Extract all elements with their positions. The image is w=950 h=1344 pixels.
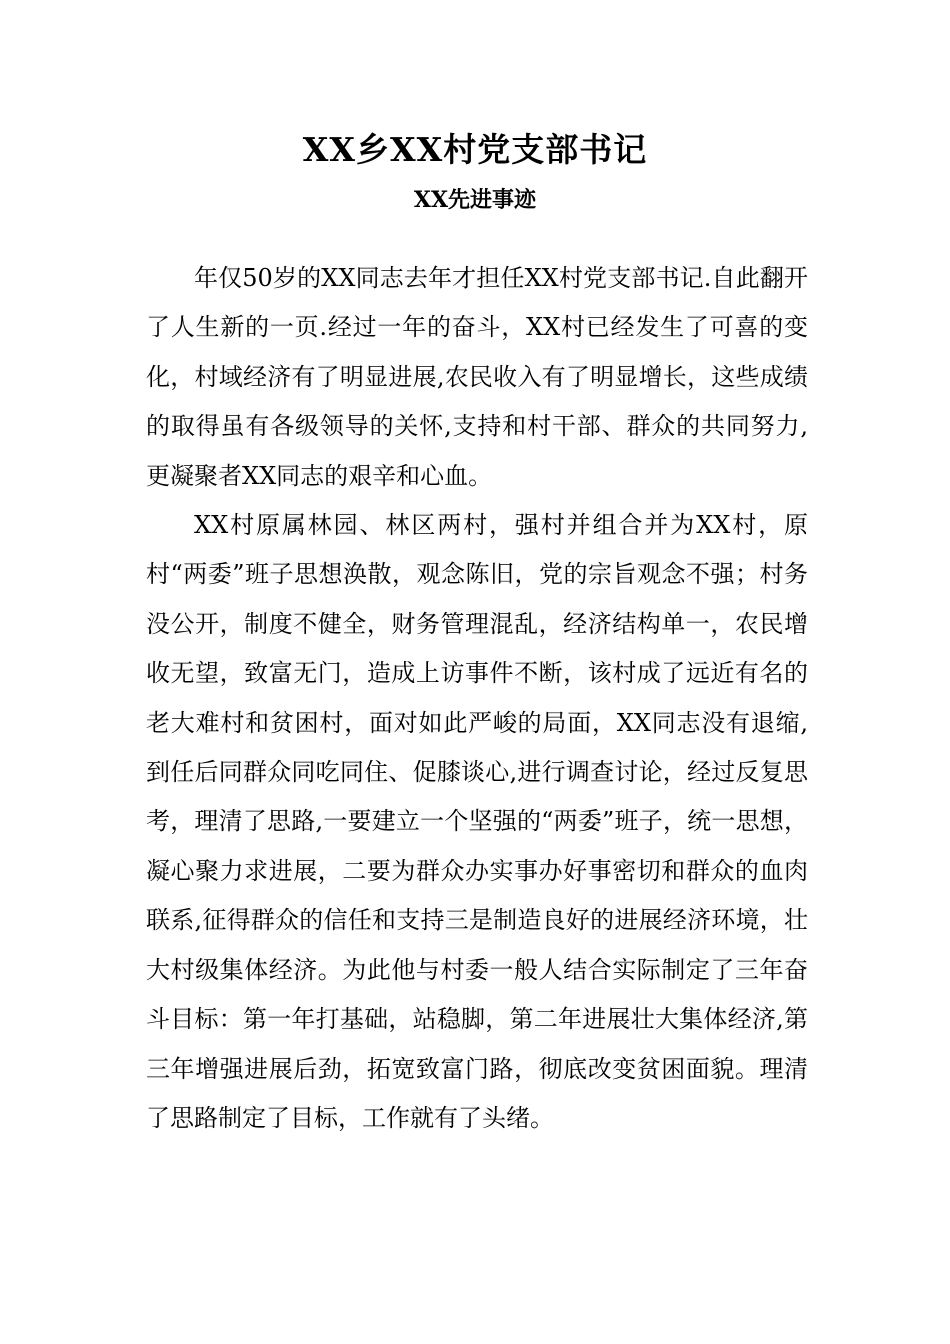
paragraph-1: 年仅50岁的XX同志去年才担任XX村党支部书记.自此翻开了人生新的一页.经过一年的奋斗，XX村已经发生了可喜的变化，村域经济有了明显进展,农民收入有了明显增长，这些成绩的取得虽有各级领导的关怀,支持和村干部、群众的共同努力,更凝聚者XX同志的艰辛和心血。 [146,264,808,490]
document-body [146,254,808,1143]
document-subtitle: XX先进事迹 [413,187,537,213]
document-title: XX乡XX村党支部书记 [302,130,648,169]
paragraph-2: XX村原属林园、林区两村，强村并组合并为XX村，原村“两委”班子思想涣散，观念陈旧，党的宗旨观念不强；村务没公开，制度不健全，财务管理混乱，经济结构单一，农民增收无望，致富无门，造成上访事件不断，该村成了远近有名的老大难村和贫困村，面对如此严峻的局面，XX同志没有退缩,到任后同群众同吃同住、促膝谈心,进行调查讨论，经过反复思考，理清了思路,一要建立一个坚强的“两委”班子，统一思想，凝心聚力求进展，二要为群众办实事办好事密切和群众的血肉联系,征得群众的信任和支持三是制造良好的进展经济环境，壮大村级集体经济。为此他与村委一般人结合实际制定了三年奋斗目标：第一年打基础，站稳脚，第二年进展壮大集体经济,第三年增强进展后劲，拓宽致富门路，彻底改变贫困面貌。理清了思路制定了目标，工作就有了头绪。 [146,511,808,1132]
